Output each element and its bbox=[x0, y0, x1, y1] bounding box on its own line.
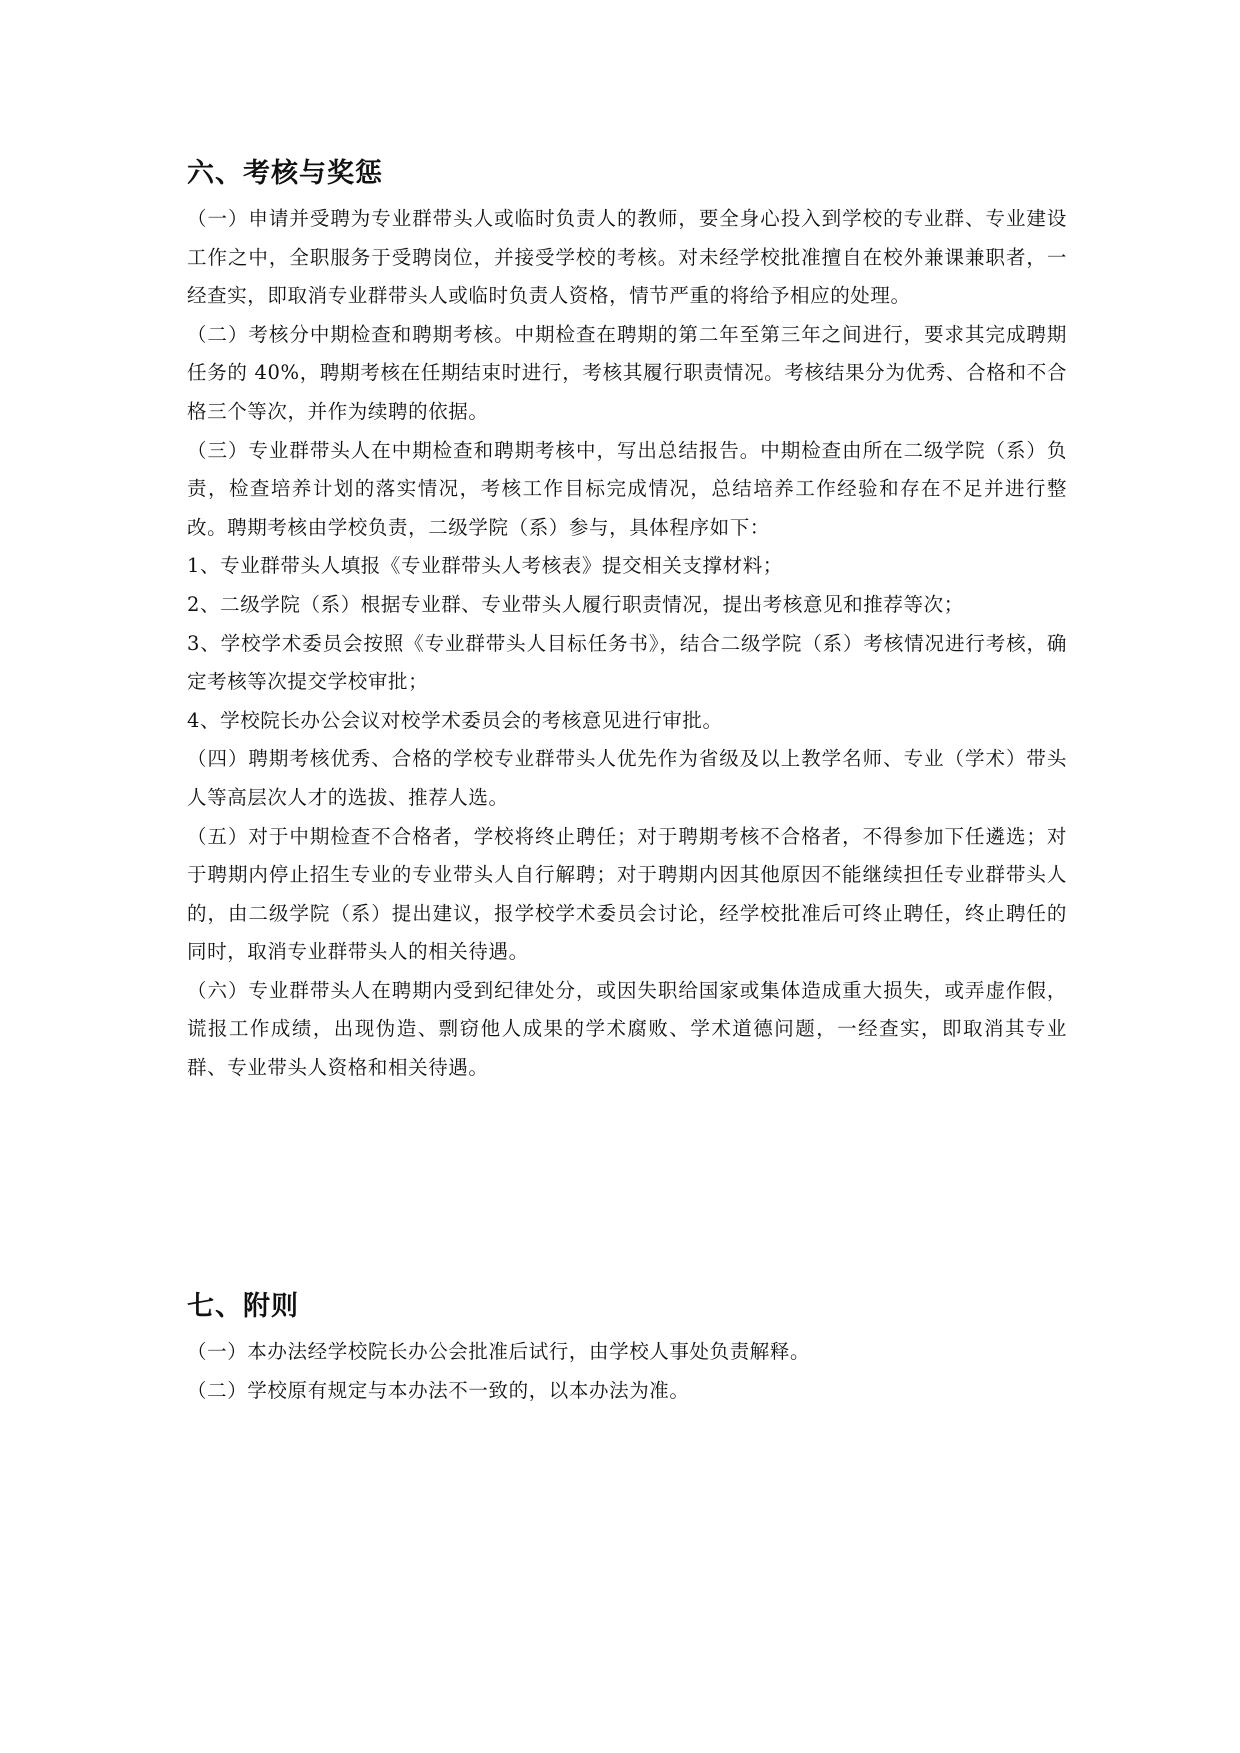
paragraph: （三）专业群带头人在中期检查和聘期考核中，写出总结报告。中期检查由所在二级学院（系）负责，检查培养计划的落实情况，考核工作目标完成情况，总结培养工作经验和存在不足并进行整改。聘期考核由学校负责，二级学院（系）参与，具体程序如下： bbox=[187, 438, 1067, 539]
list-item: 2、二级学院（系）根据专业群、专业带头人履行职责情况，提出考核意见和推荐等次； bbox=[187, 592, 964, 616]
paragraph: （一）申请并受聘为专业群带头人或临时负责人的教师，要全身心投入到学校的专业群、专业建设工作之中，全职服务于受聘岗位，并接受学校的考核。对未经学校批准擅自在校外兼课兼职者，一经查实，即取消专业群带头人或临时负责人资格，情节严重的将给予相应的处理。 bbox=[187, 207, 1067, 308]
list-item: 4、学校院长办公会议对校学术委员会的考核意见进行审批。 bbox=[187, 708, 723, 732]
paragraph: （二）学校原有规定与本办法不一致的，以本办法为准。 bbox=[187, 1378, 690, 1402]
section-supplementary bbox=[187, 1287, 1067, 1410]
paragraph: （五）对于中期检查不合格者，学校将终止聘任；对于聘期考核不合格者，不得参加下任遴选；对于聘期内停止招生专业的专业带头人自行解聘；对于聘期内因其他原因不能继续担任专业群带头人的，由二级学院（系）提出建议，报学校学术委员会讨论，经学校批准后可终止聘任，终止聘任的同时，取消专业群带头人的相关待遇。 bbox=[187, 824, 1067, 964]
section-assessment bbox=[187, 154, 1067, 1088]
list-item: 1、专业群带头人填报《专业群带头人考核表》提交相关支撑材料； bbox=[187, 554, 783, 578]
section-title: 六、考核与奖惩 bbox=[187, 158, 383, 189]
paragraph: （四）聘期考核优秀、合格的学校专业群带头人优先作为省级及以上教学名师、专业（学术）带头人等高层次人才的选拔、推荐人选。 bbox=[187, 747, 1067, 809]
paragraph: （一）本办法经学校院长办公会批准后试行，由学校人事处负责解释。 bbox=[187, 1340, 811, 1363]
paragraph: （六）专业群带头人在聘期内受到纪律处分，或因失职给国家或集体造成重大损失，或弄虚作假，谎报工作成绩，出现伪造、剽窃他人成果的学术腐败、学术道德问题，一经查实，即取消其专业群、专业带头人资格和相关待遇。 bbox=[187, 978, 1067, 1080]
list-item: 3、学校学术委员会按照《专业群带头人目标任务书》，结合二级学院（系）考核情况进行考核，确定考核等次提交学校审批； bbox=[187, 631, 1067, 694]
paragraph: （二）考核分中期检查和聘期考核。中期检查在聘期的第二年至第三年之间进行，要求其完成聘期任务的 40%，聘期考核在任期结束时进行，考核其履行职责情况。考核结果分为优秀、合格和不合格三个等次，并作为续聘的依据。 bbox=[187, 322, 1067, 423]
section-title: 七、附则 bbox=[187, 1291, 299, 1322]
